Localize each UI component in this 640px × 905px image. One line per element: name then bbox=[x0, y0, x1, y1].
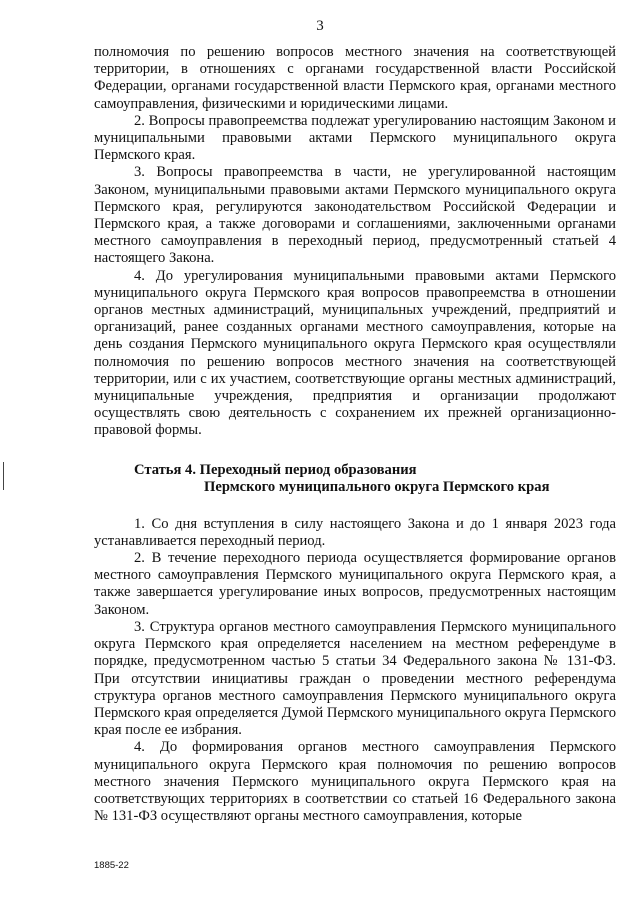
margin-mark bbox=[3, 462, 4, 490]
paragraph-3-3: 3. Вопросы правопреемства в части, не урегулированной настоящим Законом, муниципальными правовыми актами Пермского муниципального округа Пермского края, регулируются законодательством Российской Федерации и Пермского края, а также договорами и соглашениями, заключенными органами местного самоуправления в переходный период, предусмотренный статьей 4 настоящего Закона. bbox=[94, 164, 616, 267]
footer-code: 1885-22 bbox=[94, 860, 129, 871]
article-heading-line2: Пермского муниципального округа Пермского края bbox=[204, 478, 550, 495]
paragraph-4-4: 4. До формирования органов местного самоуправления Пермского муниципального округа Пермского края полномочия по решению вопросов местного значения Пермского муниципального округа Пермского края на соответствующих территориях в соответствии со статьей 16 Федерального закона № 131-ФЗ осуществляют органы местного самоуправления, которые bbox=[94, 739, 616, 825]
article-heading bbox=[94, 462, 616, 496]
paragraph-4-3: 3. Структура органов местного самоуправления Пермского муниципального округа Пермского края определяется населением на местном референдуме в порядке, предусмотренном частью 5 статьи 34 Федерального закона № 131-ФЗ. При отсутствии инициативы граждан о проведении местного референдума структура органов местного самоуправления Пермского муниципального округа Пермского края определяется Думой Пермского муниципального округа Пермского края после ее избрания. bbox=[94, 618, 616, 739]
page-number: 3 bbox=[316, 18, 324, 34]
paragraph-3-4: 4. До урегулирования муниципальными правовыми актами Пермского муниципального округа Пермского края вопросов правопреемства в отношении органов местных администраций, муниципальных учреждений, предприятий и организаций, ранее созданных органами местного самоуправления, которые на день создания Пермского муниципального округа Пермского края осуществляли полномочия по решению вопросов местного значения на соответствующей территории, или с их участием, соответствующие органы местных администраций, муниципальные учреждения, предприятия и организации продолжают осуществлять свою деятельность с сохранением их прежней организационно-правовой формы. bbox=[94, 267, 616, 439]
paragraph-continuation: полномочия по решению вопросов местного значения на соответствующей территории, в отношениях с органами государственной власти Российской Федерации, органами государственной власти Пермского края, органами местного самоуправления, физическими и юридическими лицами. bbox=[94, 44, 616, 112]
article-heading-line1: Статья 4. Переходный период образования bbox=[134, 461, 417, 478]
document-body bbox=[94, 44, 616, 825]
paragraph-3-2: 2. Вопросы правопреемства подлежат урегулированию настоящим Законом и муниципальными правовыми актами Пермского муниципального округа Пермского края. bbox=[94, 112, 616, 164]
paragraph-4-1: 1. Со дня вступления в силу настоящего Закона и до 1 января 2023 года устанавливается переходный период. bbox=[94, 515, 616, 549]
paragraph-4-2: 2. В течение переходного периода осуществляется формирование органов местного самоуправления Пермского муниципального округа Пермского края, а также завершается урегулирование иных вопросов, предусмотренных настоящим Законом. bbox=[94, 550, 616, 618]
